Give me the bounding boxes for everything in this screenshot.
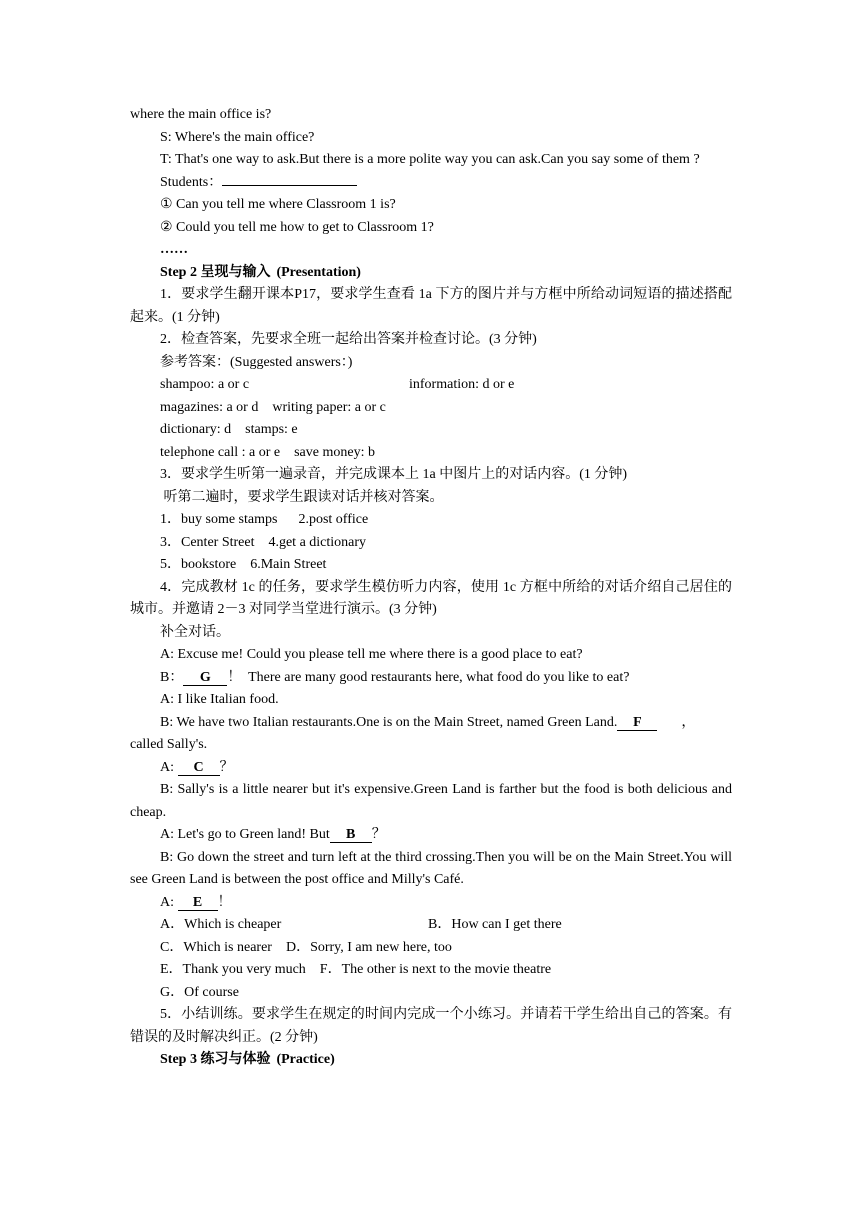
students-label: Students： [160,174,223,190]
ellipsis: …… [160,242,188,257]
answer-line: dictionary: d stamps: e [160,422,298,437]
section-heading-step2 [130,262,732,285]
dialog-line: A: Let's go to Green land! But B ？ [160,827,386,842]
text-line: 2．检查答案，先要求全班一起给出答案并检查讨论。(3 分钟) [160,332,537,347]
dialog-paragraph: B: Sally's is a little nearer but it's expensive.Green Land is farther but the food is both delicious and cheap. [130,782,732,820]
heading-text: Step 3 练习与体验 [160,1052,271,1067]
dialog-line: A: C ？ [160,759,234,775]
heading-english: (Practice) [276,1052,335,1067]
key-line: 5．bookstore 6.Main Street [160,557,327,572]
students-line [130,172,732,195]
text-line: ① Can you tell me where Classroom 1 is? [160,197,396,212]
text-line: ② Could you tell me how to get to Classroom 1? [160,219,434,235]
text-line: 听第二遍时，要求学生跟读对话并核对答案。 [160,489,444,505]
key-line: 1．buy some stamps 2.post office [160,512,369,527]
dialog-line: B： G ！ There are many good restaurants here, what food do you like to eat? [160,669,630,685]
text-line: 3．要求学生听第一遍录音，并完成课本上 1a 中图片上的对话内容。(1 分钟) [160,467,628,482]
answer-line: shampoo: a or c information: d or e [160,377,515,392]
dialog-line: A: I like Italian food. [160,692,279,707]
text-line: S: Where's the main office? [160,129,315,145]
dialog-line: called Sally's. [130,737,208,752]
option-line: G．Of course [160,984,239,1000]
dialog-line: A: Excuse me! Could you please tell me where there is a good place to eat? [160,647,583,662]
answer-blank [222,173,357,186]
dialog-line: A: E ！ [160,894,232,910]
text-paragraph: 5．小结训练。要求学生在规定的时间内完成一个小练习。并请若干学生给出自己的答案。有错误的及时解决纠正。(2 分钟) [130,1007,732,1045]
answer-blank: E [178,895,218,911]
answer-blank: B [330,827,372,843]
answer-line: magazines: a or d writing paper: a or c [160,399,386,415]
text-line: 参考答案：(Suggested answers：) [160,354,353,370]
heading-text: Step 2 呈现与输入 [160,264,271,280]
answer-blank: G [183,670,227,686]
answer-blank: C [178,760,220,776]
text-line: 补全对话。 [160,624,230,640]
text-line: where the main office is? [130,107,272,122]
answer-line: telephone call : a or e save money: b [160,444,375,460]
text-paragraph: 1．要求学生翻开课本P17，要求学生查看 1a 下方的图片并与方框中所给动词短语的描述搭配起来。(1 分钟) [130,287,732,325]
text-paragraph: T: That's one way to ask.But there is a more polite way you can ask.Can you say some of them ? [160,152,700,167]
option-line: C．Which is nearer D．Sorry, I am new here, too [160,939,452,955]
text-paragraph: 4．完成教材 1c 的任务，要求学生模仿听力内容，使用 1c 方框中所给的对话介绍自己居住的城市。并邀请 2－3 对同学当堂进行演示。(3 分钟) [130,579,732,617]
section-heading-step3 [130,1049,732,1072]
dialog-line: B: We have two Italian restaurants.One is on the Main Street, named Green Land. F ， [160,714,696,730]
option-line: E．Thank you very much F．The other is next to the movie theatre [160,962,552,977]
document-page [130,104,732,1072]
dialog-paragraph: B: Go down the street and turn left at the third crossing.Then you will be on the Main Street.You will see Green Land is between the post office and Milly's Café. [130,849,732,887]
heading-english: (Presentation) [276,264,361,280]
answer-blank: F [617,715,657,731]
option-line: A．Which is cheaper B．How can I get there [160,917,562,932]
key-line: 3．Center Street 4.get a dictionary [160,534,367,550]
